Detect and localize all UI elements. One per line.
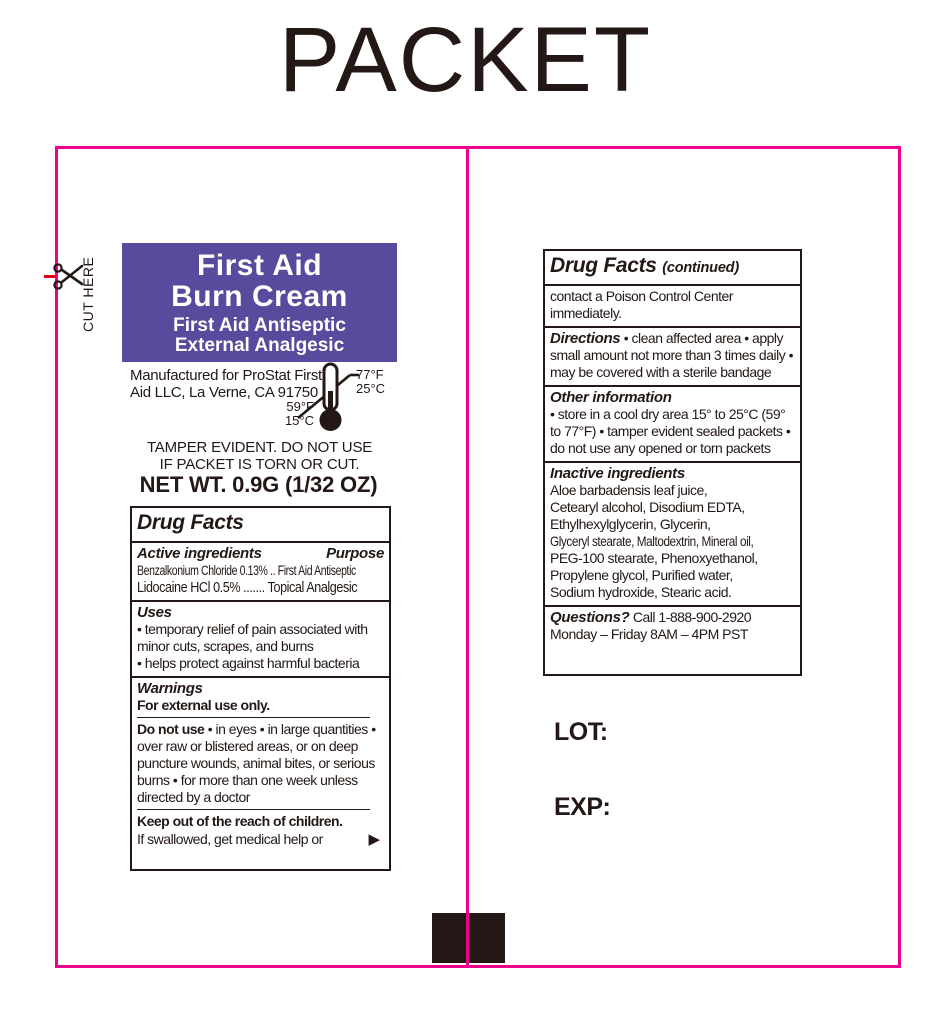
warnings-divider-2 — [137, 809, 370, 810]
inactive-ingredients-section — [545, 461, 800, 605]
uses-item-1: • temporary relief of pain associated with minor cuts, scrapes, and burns — [137, 621, 368, 654]
inactive-ingredient-line: PEG-100 stearate, Phenoxyethanol, — [550, 550, 758, 566]
active-ingredient-1: Benzalkonium Chloride 0.13% .. First Aid Antiseptic — [137, 563, 356, 578]
inactive-ingredients-title: Inactive ingredients — [550, 465, 685, 482]
questions-label: Questions? — [550, 609, 630, 626]
net-weight: NET WT. 0.9G (1/32 OZ) — [139, 472, 378, 497]
packet-center-fold-line — [466, 146, 469, 968]
do-not-use-text — [137, 721, 384, 806]
uses-title: Uses — [137, 604, 172, 621]
warnings-divider-1 — [137, 717, 370, 718]
drug-facts-title: Drug Facts — [137, 511, 244, 534]
brand-panel — [122, 243, 397, 362]
active-ingredient-2: Lidocaine HCl 0.5% ....... Topical Analgesic — [137, 579, 358, 596]
storage-temp-high-f: 77°F — [356, 367, 384, 382]
external-use-statement: For external use only. — [137, 697, 270, 713]
drug-facts-header — [132, 508, 389, 541]
storage-temp-low-c: 15°C — [284, 413, 314, 428]
tamper-line1: TAMPER EVIDENT. DO NOT USE — [146, 439, 373, 456]
other-information-title: Other information — [550, 389, 672, 406]
active-ingredients-header: Active ingredients — [137, 545, 262, 562]
tamper-evident-notice — [122, 439, 397, 473]
other-information-text: • store in a cool dry area 15° to 25°C (59° to 77°F) • tamper evident sealed packets • do not use any opened or torn packets — [550, 406, 791, 456]
drug-facts-panel — [130, 506, 391, 871]
brand-subtitle-line1: First Aid Antiseptic — [173, 315, 346, 336]
manufacturer-line1: Manufactured for ProStat First — [130, 367, 322, 384]
warnings-section — [132, 676, 389, 852]
poison-control-text: contact a Poison Control Center immediately. — [550, 288, 733, 321]
purpose-header: Purpose — [326, 545, 384, 562]
tamper-line2: IF PACKET IS TORN OR CUT. — [159, 456, 360, 473]
do-not-use-body: • in eyes • in large quantities • over raw or blistered areas, or on deep puncture wounds, animal bites, or serious burns • for more than one week unless directed by a doctor — [137, 721, 376, 805]
directions-section — [545, 326, 800, 385]
brand-name-line1: First Aid — [196, 249, 323, 282]
other-information-section — [545, 385, 800, 461]
cut-here-label: CUT HERE — [80, 256, 96, 332]
keep-out-statement: Keep out of the reach of children. — [137, 813, 343, 829]
storage-temp-high — [356, 368, 385, 396]
directions-body: • clean affected area • apply small amount not more than 3 times daily • may be covered with a sterile bandage — [550, 330, 794, 380]
directions-text — [550, 330, 795, 381]
uses-section — [132, 600, 389, 676]
inactive-ingredient-line: Sodium hydroxide, Stearic acid. — [550, 584, 732, 600]
poison-control-section — [545, 284, 800, 326]
manufacturer-line2: Aid LLC, La Verne, CA 91750 — [130, 384, 318, 401]
exp-label: EXP: — [554, 793, 611, 821]
drug-facts-continued-header — [545, 251, 800, 284]
questions-section — [545, 605, 800, 647]
drug-facts-continued-title — [550, 253, 795, 280]
directions-label: Directions — [550, 330, 621, 347]
warnings-title: Warnings — [137, 680, 203, 697]
manufacturer-block — [130, 367, 322, 401]
brand-name-line2: Burn Cream — [171, 280, 348, 313]
lot-label: LOT: — [554, 718, 608, 746]
uses-item-2: • helps protect against harmful bacteria — [137, 655, 360, 671]
inactive-ingredient-line: Ethylhexylglycerin, Glycerin, — [550, 516, 711, 532]
drug-facts-continued-title-main: Drug Facts — [550, 254, 657, 277]
page-title: PACKET — [278, 9, 653, 111]
inactive-ingredient-line: Aloe barbadensis leaf juice, — [550, 482, 708, 498]
inactive-ingredient-line: Glyceryl stearate, Maltodextrin, Mineral oil, — [550, 533, 754, 549]
drug-facts-continued-label: (continued) — [662, 260, 739, 276]
storage-temp-low-f: 59°F — [286, 399, 314, 414]
brand-subtitle-line2: External Analgesic — [174, 335, 345, 356]
inactive-ingredient-line: Cetearyl alcohol, Disodium EDTA, — [550, 499, 745, 515]
storage-temp-high-c: 25°C — [356, 381, 386, 396]
questions-text — [550, 609, 795, 643]
continued-arrow-icon: ▶ — [368, 831, 380, 848]
swallowed-statement: If swallowed, get medical help or — [137, 830, 323, 847]
drug-facts-continued-panel — [543, 249, 802, 676]
inactive-ingredient-line: Propylene glycol, Purified water, — [550, 567, 733, 583]
active-ingredients-section — [132, 541, 389, 600]
questions-body: Call 1-888-900-2920 Monday – Friday 8AM – 4PM PST — [550, 609, 752, 642]
storage-temp-low — [278, 400, 314, 428]
do-not-use-label: Do not use — [137, 721, 205, 737]
